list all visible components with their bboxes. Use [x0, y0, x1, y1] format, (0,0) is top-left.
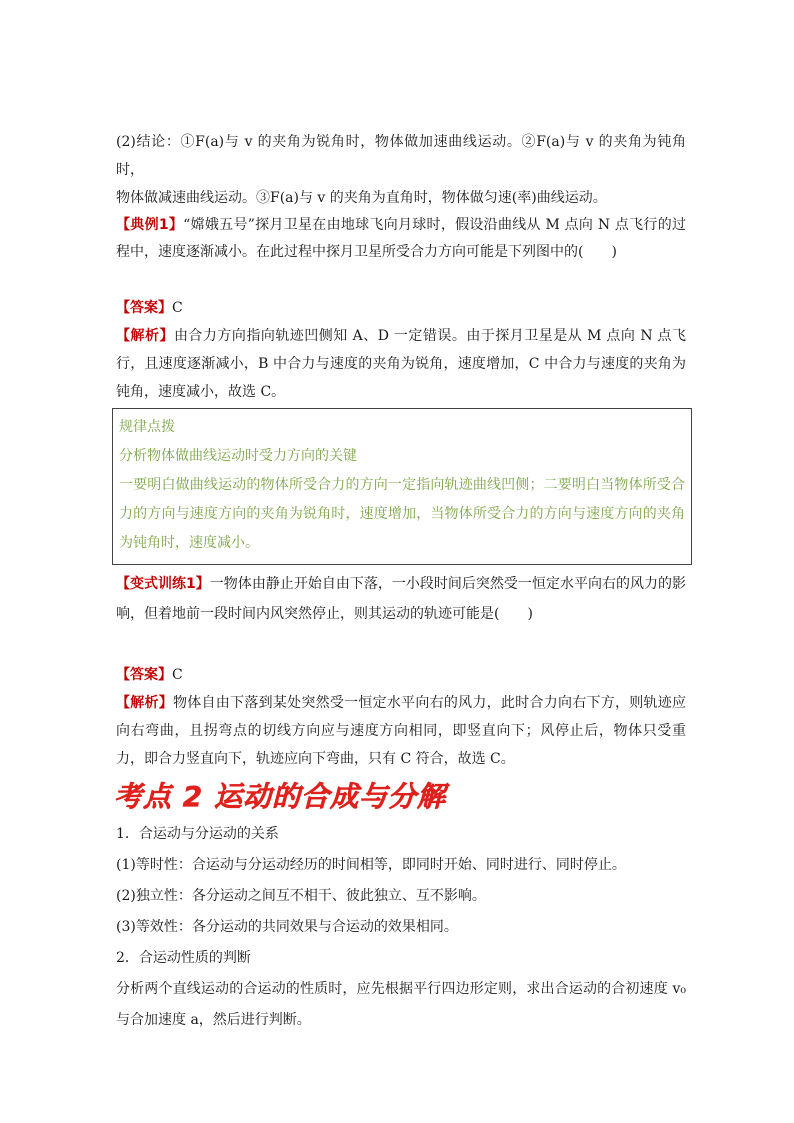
analysis-tag: 【解析】: [116, 695, 174, 711]
tip-box: [112, 408, 692, 565]
exercise-1-text: 一物体由静止开始自由下落，一小段时间后突然受一恒定水平向右的风力的影响，但着地前一段时间内风突然停止，则其运动的轨迹可能是( ): [116, 576, 687, 622]
tip-box-title: 规律点拨: [119, 419, 175, 435]
tip-box-body: 一要明白做曲线运动的物体所受合力的方向一定指向轨迹曲线凹侧；二要明白当物体所受合力的方向与速度方向的夹角为锐角时，速度增加，当物体所受合力的方向与速度方向的夹角为钝角时，速度减小。: [119, 477, 685, 551]
exercise-1-answer: [116, 661, 686, 689]
section-item-1: 1．合运动与分运动的关系: [116, 826, 279, 842]
section-item-2: 2．合运动性质的判断: [116, 950, 251, 966]
example-1-text: “嫦娥五号”探月卫星在由地球飞向月球时，假设沿曲线从 M 点向 N 点飞行的过程中，速度逐渐减小。在此过程中探月卫星所受合力方向可能是下列图中的( ): [116, 217, 686, 260]
example-1: [116, 212, 686, 266]
section-item-2-text: 分析两个直线运动的合运动的性质时，应先根据平行四边形定则，求出合运动的合初速度 v₀ 与合加速度 a，然后进行判断。: [116, 981, 686, 1028]
example-1-analysis: [116, 322, 686, 406]
document-page: [116, 128, 686, 1036]
figure-gap-2: [116, 629, 686, 661]
conclusion-line-1: (2)结论：①F(a)与 v 的夹角为锐角时，物体做加速曲线运动。②F(a)与 v 的夹角为钝角时，: [116, 134, 686, 178]
analysis-text: 物体自由下落到某处突然受一恒定水平向右的风力，此时合力向右下方，则轨迹应向右弯曲，且拐弯点的切线方向应与速度方向相同，即竖直向下；风停止后，物体只受重力，即合力竖直向下，轨迹应向下弯曲，只有 C 符合，故选 C。: [116, 695, 687, 767]
exercise-1-analysis: [116, 689, 686, 773]
section-item-1a: (1)等时性：合运动与分运动经历的时间相等，即同时开始、同时进行、同时停止。: [116, 857, 626, 873]
answer-tag: 【答案】: [116, 667, 172, 683]
tip-box-subtitle: 分析物体做曲线运动时受力方向的关键: [119, 448, 357, 464]
answer-tag: 【答案】: [116, 300, 172, 316]
section-item-1b: (2)独立性：各分运动之间互不相干、彼此独立、互不影响。: [116, 888, 486, 904]
section-title: 考点 2 运动的合成与分解: [114, 780, 446, 813]
exercise-1: [116, 569, 686, 629]
analysis-tag: 【解析】: [116, 328, 174, 344]
answer-value: C: [172, 300, 183, 316]
example-1-tag: 【典例1】: [116, 217, 184, 233]
example-1-answer: [116, 294, 686, 322]
exercise-1-tag: 【变式训练1】: [116, 576, 210, 592]
answer-value: C: [172, 667, 183, 683]
section-item-1c: (3)等效性：各分运动的共同效果与合运动的效果相同。: [116, 919, 458, 935]
figure-gap: [116, 266, 686, 294]
conclusion-line-2: 物体做减速曲线运动。③F(a)与 v 的夹角为直角时，物体做匀速(率)曲线运动。: [116, 190, 607, 206]
analysis-text: 由合力方向指向轨迹凹侧知 A、D 一定错误。由于探月卫星是从 M 点向 N 点飞行，且速度逐渐减小，B 中合力与速度的夹角为锐角，速度增加，C 中合力与速度的夹角为钝角，速度减小，故选 C。: [116, 328, 686, 400]
